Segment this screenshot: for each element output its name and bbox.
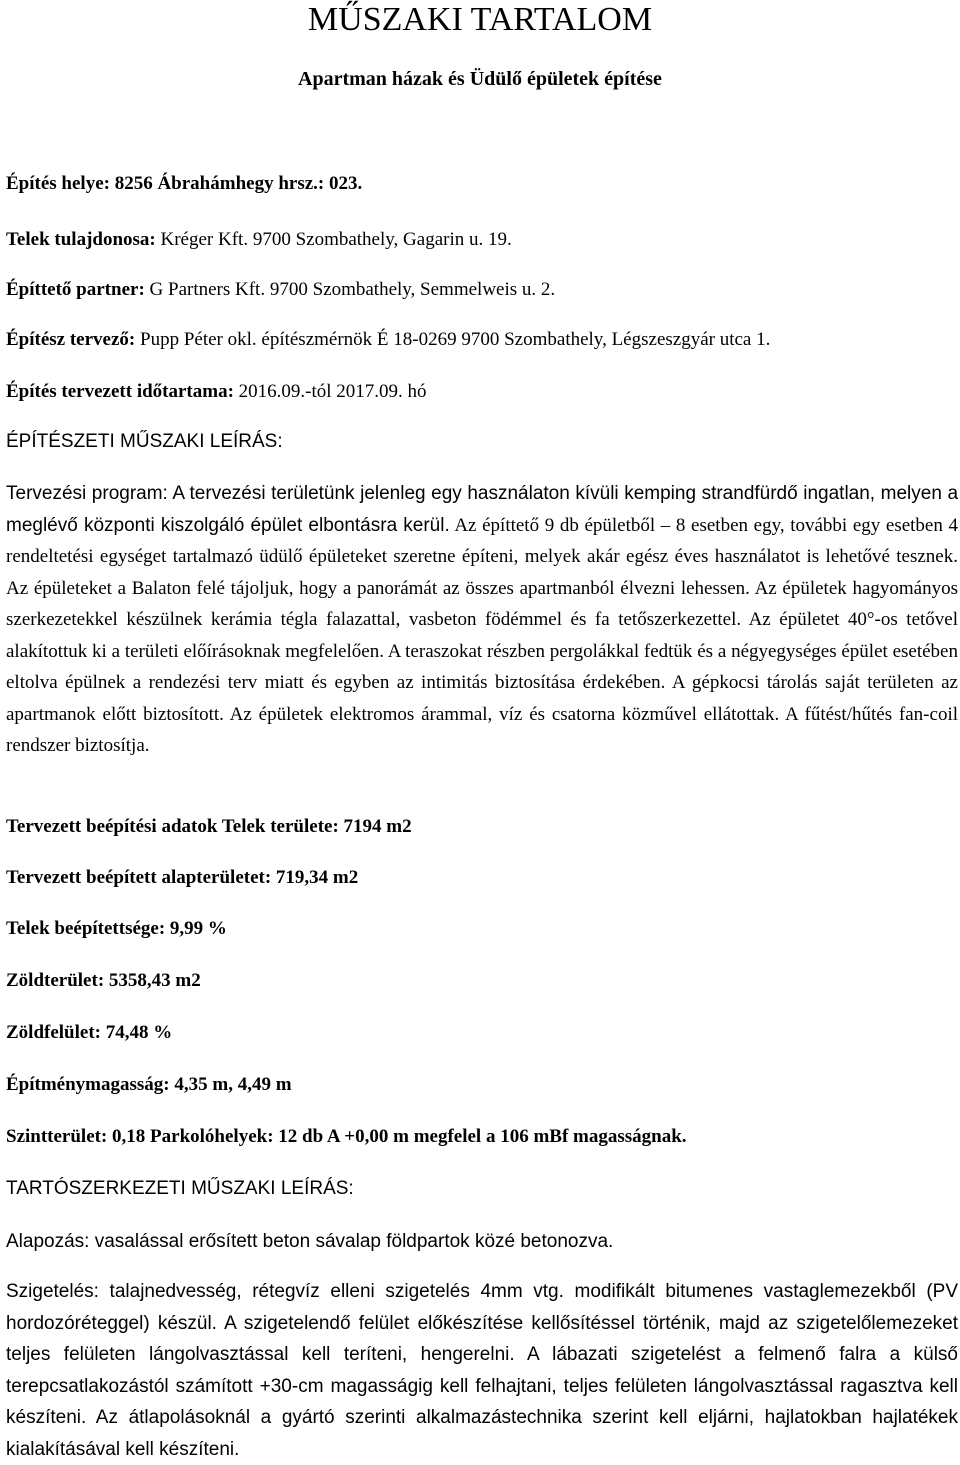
construction-site-line: Építés helye: 8256 Ábrahámhegy hrsz.: 023. <box>6 173 363 194</box>
architect-line <box>6 328 770 352</box>
foundation-label: Alapozás: <box>6 1231 90 1252</box>
green-area-line: Zöldterület: 5358,43 m2 <box>6 970 201 991</box>
document-title: MŰSZAKI TARTALOM <box>307 1 653 38</box>
architect-value: Pupp Péter okl. építészmérnök É 18-0269 9700 Szombathely, Légszeszgyár utca 1. <box>135 329 771 350</box>
insulation-text-first: talajnedvesség, rétegvíz elleni szigetelés 4mm vtg. modifikált bitumenes vastaglemezekből (PV hordozóréteggel) készül. A szigetelendő felület előkészítése kellősítéssel történik, majd az szigetelőlemezeket teljes felületen lángolvasztással kell teríteni, hengerelni. A lábazati szigetelést a felmenő falra a külső terepcsatlakozástól számított +30-cm magasságig kell felhajtani, teljes felületen lángolvasztással ragasztva kell készíteni. Az átlapolásoknál a gyártó szerinti alkalmazástechnika szerint kell eljárni, hajlatokban hajlatékek kialakításával kell készíteni. <box>6 1281 958 1460</box>
built-area-line: Tervezett beépített alapterületet: 719,34 m2 <box>6 867 359 888</box>
plot-owner-label: Telek tulajdonosa: <box>6 229 156 250</box>
duration-line <box>6 380 427 404</box>
green-surface-line: Zöldfelület: 74,48 % <box>6 1022 173 1043</box>
plot-area-line: Tervezett beépítési adatok Telek területe: 7194 m2 <box>6 816 412 837</box>
coverage-line: Telek beépítettsége: 9,99 % <box>6 918 227 939</box>
foundation-text: vasalással erősített beton sávalap földpartok közé betonozva. <box>89 1231 614 1252</box>
duration-label: Építés tervezett időtartama: <box>6 381 234 402</box>
architectural-description-heading: ÉPÍTÉSZETI MŰSZAKI LEÍRÁS: <box>6 431 283 452</box>
design-program-body: Az építtető 9 db épületből – 8 esetben egy, további egy esetben 4 rendeltetési egységet tartalmazó üdülő épületeket szeretne építeni, melyek akár egész éves használatot is lehetővé tesznek. Az épületeket a Balaton felé tájoljuk, hogy a panorámát az összes apartmanból élvezni lehessen. Az épületek hagyományos szerkezetekkel készülnek kerámia tégla falazattal, vasbeton födémmel és fa tetőszerkezettel. Az épületet 40°-os tetővel alakítottuk ki a területi előírásoknak megfelelően. A teraszokat részben pergolákkal fedtük és a négyegységes épület esetében eltolva épülnek a rendezési terv miatt és egyben az intimitás biztosítása érdekében. A gépkocsi tárolás saját területen az apartmanok előtt biztosított. Az épületek elektromos árammal, víz és csatorna közművel ellátottak. A fűtést/hűtés fan-coil rendszer biztosítja. <box>6 514 958 756</box>
insulation-label: Szigetelés: <box>6 1281 99 1302</box>
client-partner-value: G Partners Kft. 9700 Szombathely, Semmelweis u. 2. <box>144 279 556 300</box>
structural-description-heading: TARTÓSZERKEZETI MŰSZAKI LEÍRÁS: <box>6 1178 354 1199</box>
design-program-paragraph <box>6 478 958 762</box>
foundation-paragraph <box>6 1226 958 1258</box>
client-partner-line <box>6 278 555 302</box>
duration-value: 2016.09.-tól 2017.09. hó <box>233 381 427 402</box>
design-program-text: A tervezési területünk jelenleg egy használaton kívüli kemping strandfürdő ingatlan, melyen a meglévő központi kiszolgáló épület elbontásra kerül. <box>6 483 959 536</box>
plot-owner-value: Kréger Kft. 9700 Szombathely, Gagarin u. 19. <box>155 229 512 250</box>
client-partner-label: Építtető partner: <box>6 279 145 300</box>
floor-area-parking-line: Szintterület: 0,18 Parkolóhelyek: 12 db A +0,00 m megfelel a 106 mBf magasságnak. <box>6 1126 687 1147</box>
plot-owner-line <box>6 228 512 252</box>
insulation-paragraph <box>6 1276 958 1465</box>
design-program-label: Tervezési program: <box>6 483 168 504</box>
building-height-line: Építménymagasság: 4,35 m, 4,49 m <box>6 1074 292 1095</box>
architect-label: Építész tervező: <box>6 329 136 350</box>
document-subtitle: Apartman házak és Üdülő épületek építése <box>298 68 662 90</box>
